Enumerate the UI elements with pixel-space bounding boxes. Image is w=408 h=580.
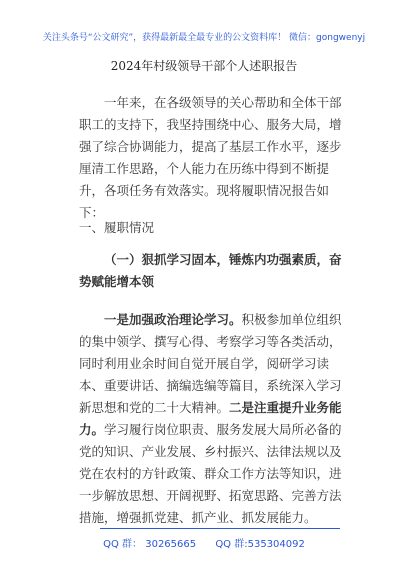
footer-divider [100,528,340,529]
paragraph-lead-2: 二是注重提升业务能力。 [79,400,342,437]
subsection-heading-1: （一）狠抓学习固本，锤炼内功强素质，奋势赋能增本领 [79,252,342,289]
footer-qq-group-2: QQ 群:535304092 [215,539,305,550]
footer-qq-group-1: QQ 群： 30265665 [103,539,197,550]
body-paragraph [79,309,347,529]
footer [0,535,408,550]
paragraph-text-1: 积极参加单位组织的集中领学、撰写心得、考察学习等各类活动，同时利用业余时间自觉开展自学，阅研学习读本、重要讲话、摘编选编等篇目，系统深入学习新思想和党的二十大精神。 [79,312,342,415]
paragraph-lead-1: 一是加强政治理论学习。 [104,312,242,327]
intro-paragraph: 一年来，在各级领导的关心帮助和全体干部职工的支持下，我坚持围绕中心、服务大局，增强了综合协调能力，提高了基层工作水平，逐步厘清工作思路，个人能力在历练中得到不断提升，各项任务有效落实。现将履职情况报告如下： [79,95,342,220]
header-banner: 关注头条号“公文研究”，获得最新最全最专业的公文资料库！ 微信：gongwenyj [42,33,366,43]
document-title: 2024年村级领导干部个人述职报告 [110,59,298,73]
paragraph-text-2: 学习履行岗位职责、服务发展大局所必备的党的知识、产业发展、乡村振兴、法律法规以及党在农村的方针政策、群众工作方法等知识，进一步解放思想、开阔视野、拓宽思路、完善方法措施，增强抓党建、抓产业、抓发展能力。 [79,422,342,525]
section-heading-1: 一、履职情况 [79,220,155,235]
